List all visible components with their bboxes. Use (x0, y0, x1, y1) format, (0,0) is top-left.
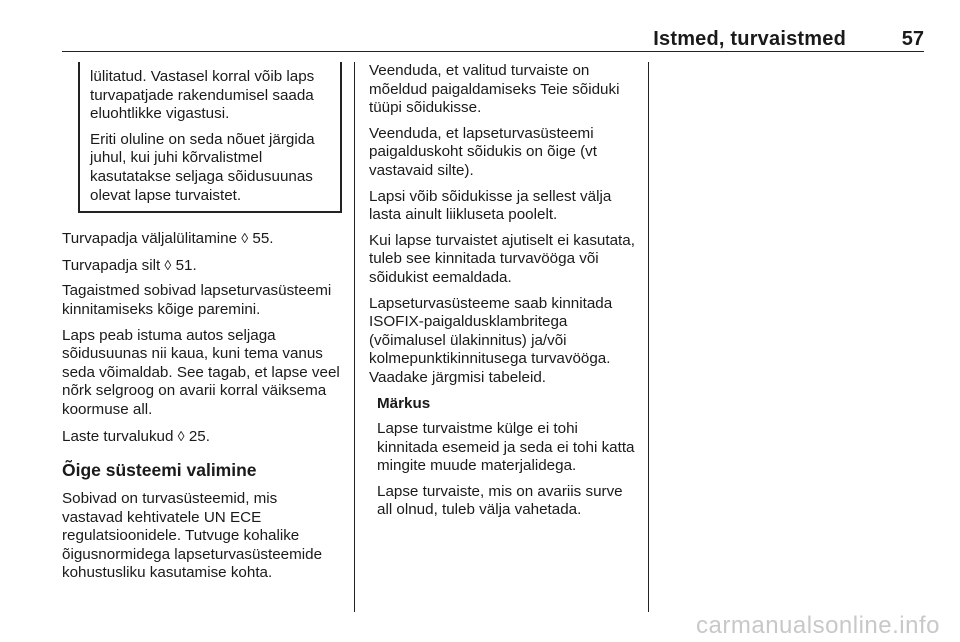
paragraph: Veenduda, et valitud turvaiste on mõeldud paigaldamiseks Teie sõiduki tüüpi sõidukisse. (369, 62, 620, 117)
page-ref-icon: ◊ (177, 427, 185, 444)
paragraph: Veenduda, et lapseturvasüsteemi paigalduskoht sõidukis on õige (vt vastavaid silte). (369, 124, 597, 179)
page-ref-link[interactable]: 51. (171, 256, 197, 274)
paragraph: Lapseturvasüsteeme saab kinnitada ISOFIX-paigaldusklambritega (võimalusel ülakinnitus) ja/või kolmepunktikinnitusega turvavööga. Vaadake järgmisi tabeleid. (369, 294, 613, 386)
note-text: Lapse turvaistme külge ei tohi kinnitada esemeid ja seda ei tohi katta mingite muude materjalidega. (377, 420, 635, 475)
warning-box (78, 62, 342, 213)
paragraph: Sobivad on turvasüsteemid, mis vastavad kehtivatele UN ECE regulatsioonidele. Tutvuge kohalike õigusnormidega lapseturvasüsteemide kohustusliku kasutamise kohta. (62, 490, 323, 582)
page-header (62, 28, 924, 52)
child-locks-ref: Laste turvalukud ◊ 25. (62, 427, 210, 445)
header-divider (62, 51, 924, 52)
page-ref-link[interactable]: 25. (184, 427, 210, 445)
note-title: Märkus (377, 394, 431, 412)
note-text: Lapse turvaiste, mis on avariis surve all olnud, tuleb välja vahetada. (377, 482, 623, 519)
page-ref-icon: ◊ (164, 256, 172, 273)
section-heading: Õige süsteemi valimine (62, 460, 257, 481)
paragraph: Tagaistmed sobivad lapseturvasüsteemi kinnitamiseks kõige paremini. (62, 282, 332, 318)
paragraph: Lapsi võib sõidukisse ja sellest välja lasta ainult liikluseta poolelt. (369, 187, 612, 224)
column-divider (648, 62, 649, 612)
column-divider (354, 62, 355, 612)
left-column (62, 62, 340, 590)
paragraph: Laps peab istuma autos seljaga sõidusuunas nii kaua, kuni tema vanus seda võimaldab. See tagab, et lapse veel nõrk selgroog on avarii korral väiksema koormuse all. (62, 326, 340, 418)
section-title: Istmed, turvaistmed (653, 28, 846, 50)
page-ref-link[interactable]: 55. (248, 230, 274, 248)
paragraph: Kui lapse turvaistet ajutiselt ei kasutata, tuleb see kinnitada turvavööga või sõidukist eemaldada. (369, 231, 635, 286)
watermark: carmanualsonline.info (696, 612, 940, 639)
middle-column (369, 62, 637, 527)
page-ref-icon: ◊ (241, 230, 249, 247)
warning-text: Eriti oluline on seda nõuet järgida juhul, kui juhi kõrvalistmel kasutatakse seljaga sõidusuunas olevat lapse turvaistet. (90, 130, 315, 204)
warning-text: lülitatud. Vastasel korral võib laps turvapatjade rakendumisel saada eluohtlikke vigastusi. (90, 68, 315, 123)
page-number: 57 (901, 28, 924, 50)
airbag-deactivation-ref: Turvapadja väljalülitamine ◊ 55. (62, 230, 274, 248)
note-block (377, 395, 637, 521)
airbag-label-ref: Turvapadja silt ◊ 51. (62, 256, 197, 274)
